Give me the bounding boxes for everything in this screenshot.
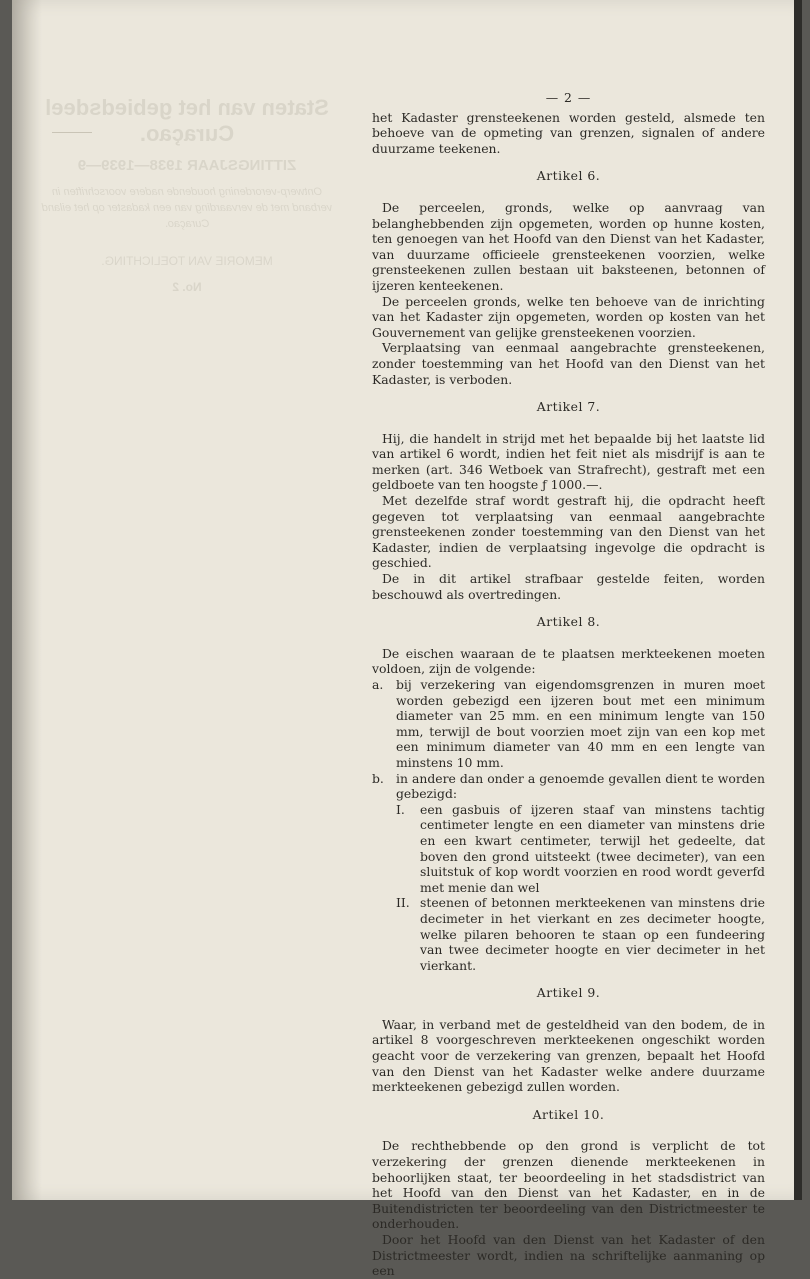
article-6-paragraph-1: De perceelen, gronds, welke op aanvraag van belanghebbenden zijn opgemeten, worden op hunne kosten, ten genoegen van het Hoofd van den Dienst van het Kadaster, van duurzame officieele grensteekenen voorzien, welke grensteekenen zullen bestaan uit baksteenen, betonnen of ijzeren kenteekenen. [372,199,765,293]
intro-paragraph: het Kadaster grensteekenen worden gesteld, alsmede ten behoeve van de opmeting van grenzen, signalen of andere duurzame teekenen. [372,109,765,156]
article-8-subitem-i [372,802,765,896]
item-a-text: bij verzekering van eigendomsgrenzen in muren moet worden gebezigd een ijzeren bout met een minimum diameter van 25 mm. en een minimum lengte van 150 mm, terwijl de bout voorzien moet zijn van een kop met een minimum diameter van 40 mm en een lengte van minstens 10 mm. [396,677,765,770]
subitem-i-label: I. [396,801,405,817]
item-b-text: in andere dan onder a genoemde gevallen dient te worden gebezigd: [396,770,765,802]
article-7-paragraph-2: Met dezelfde straf wordt gestraft hij, die opdracht heeft gegeven tot verplaatsing van eenmaal aangebrachte grensteekenen zonder toestemming van den Dienst van het Kadaster, indien de verplaatsing ingevolge die opdracht is geschied. [372,493,765,571]
article-8-heading: Artikel 8. [536,614,601,630]
article-6-paragraph-2: De perceelen gronds, welke ten behoeve van de inrichting van het Kadaster zijn opgemeten, worden op kosten van het Gouvernement van gelijke grensteekenen voorzien. [372,293,765,340]
bleed-line-1: Staten van het gebiedsdeel Curaçao. [45,95,329,146]
article-9-paragraph-1: Waar, in verband met de gesteldheid van den bodem, de in artikel 8 voorgeschreven merkteekenen ongeschikt worden geacht voor de verzekering van grenzen, bepaalt het Hoofd van den Dienst van het Kadaster welke andere duurzame merkteekenen gebezigd zullen worden. [372,1016,765,1095]
subitem-i-text: een gasbuis of ijzeren staaf van minstens tachtig centimeter lengte en een diameter van minstens drie en een kwart centimeter, terwijl het gedeelte, dat boven den grond uitsteekt (twee decimeter), van een sluitstuk of kop wordt voorzien en rood wordt geverfd met menie dan wel [420,801,765,895]
article-7-paragraph-1: Hij, die handelt in strijd met het bepaalde bij het laatste lid van artikel 6 wordt, indien het feit niet als misdrijf is aan te merken (art. 346 Wetboek van Strafrecht), gestraft met een geldboete van ten hoogste ƒ 1000.—. [372,430,765,493]
bleed-line-2: ZITTINGSJAAR 1938—1939—9 [77,157,297,174]
article-7-paragraph-3: De in dit artikel strafbaar gestelde feiten, worden beschouwd als overtredingen. [372,571,765,602]
article-8-subitem-ii [372,895,765,973]
bleed-line-4: MEMORIE VAN TOELICHTING. [101,254,273,268]
article-6-heading: Artikel 6. [536,168,601,184]
text-column [372,90,765,1279]
bleed-line-3: Ontwerp-verordening houdende nadere voorschriften in verband met de vervaarding van een kadaster op het eiland Curaçao. [41,186,333,230]
article-8-item-b [372,771,765,802]
bleed-line-5: No. 2 [172,280,202,294]
page-edge [794,0,802,1200]
article-8-paragraph-1: De eischen waaraan de te plaatsen merkteekenen moeten voldoen, zijn de volgende: [372,645,765,677]
article-10-paragraph-1: De rechthebbende op den grond is verplicht de tot verzekering der grenzen dienende merkteekenen in behoorlijken staat, ter beoordeeling in het stadsdistrict van het Hoofd van den Dienst van het Kadaster, en in de Buitendistricten ter beoordeeling van den Districtmeester te onderhouden. [372,1138,765,1232]
article-7-heading: Artikel 7. [536,399,601,415]
article-10-heading: Artikel 10. [532,1106,605,1122]
bleed-through-text [32,95,342,294]
article-9-heading: Artikel 9. [536,985,601,1001]
subitem-ii-label: II. [396,895,410,911]
subitem-ii-text: steenen of betonnen merkteekenen van minstens drie decimeter in het vierkant en zes decimeter hoogte, welke pilaren behooren te staan op een fundeering van twee decimeter hoogte en vier decimeter in het vierkant. [420,895,765,973]
faint-rule [52,132,92,133]
article-6-paragraph-3: Verplaatsing van eenmaal aangebrachte grensteekenen, zonder toestemming van het Hoofd van den Dienst van het Kadaster, is verboden. [372,340,765,387]
article-10-paragraph-2: Door het Hoofd van den Dienst van het Kadaster of den Districtmeester wordt, indien na schriftelijke aanmaning op een [372,1232,765,1279]
page-number: — 2 — [545,90,592,105]
document-page [12,0,802,1279]
article-8-item-a [372,677,765,771]
item-b-label: b. [372,770,384,786]
item-a-label: a. [372,677,384,692]
